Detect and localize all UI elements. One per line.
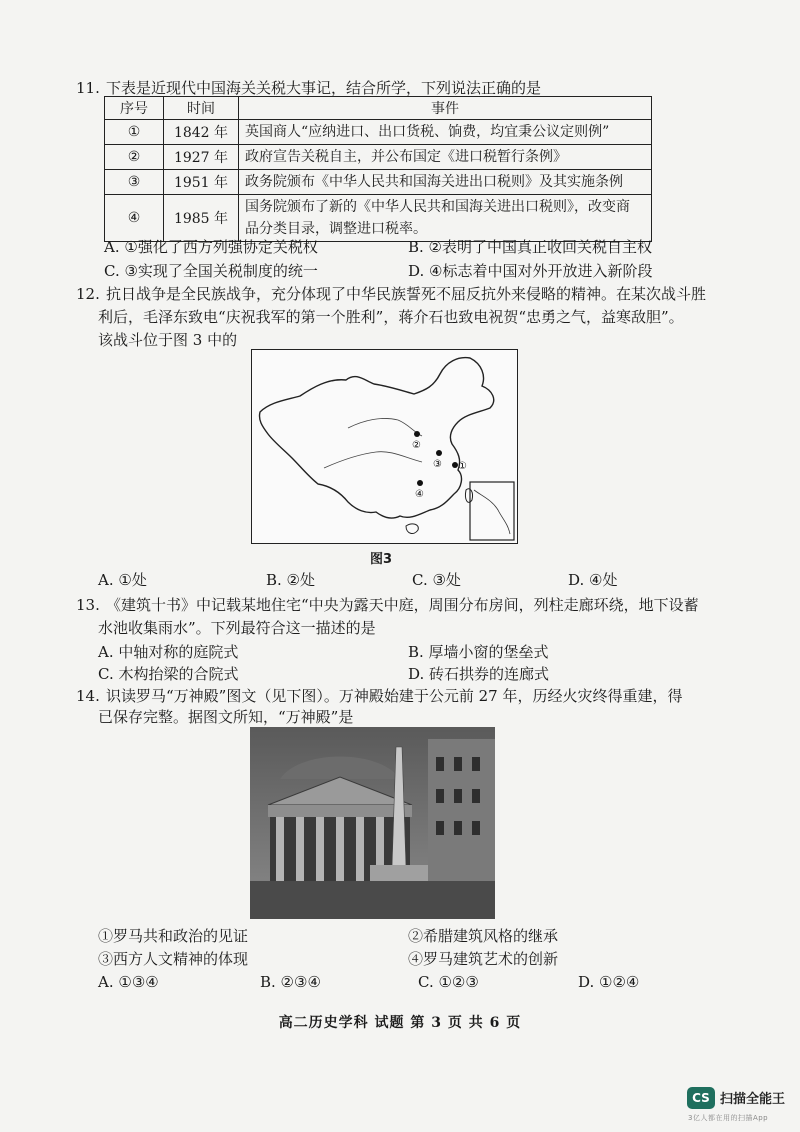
window bbox=[472, 789, 480, 803]
q11-option-a: A. ①强化了西方列强协定关税权 bbox=[104, 238, 318, 256]
q13-option-d: D. 砖石拱券的连廊式 bbox=[408, 665, 550, 683]
fountain-base bbox=[370, 865, 430, 881]
q13-stem-line: 水池收集雨水”。下列最符合这一描述的是 bbox=[98, 619, 376, 637]
column bbox=[316, 817, 324, 881]
table-cell-idx: ② bbox=[105, 145, 164, 170]
q14-stem-line: 14. 识读罗马“万神殿”图文（见下图）。万神殿始建于公元前 27 年，历经火灾终得重建，得 bbox=[76, 687, 683, 705]
table-cell-event: 政务院颁布《中华人民共和国海关进出口税则》及其实施条例 bbox=[239, 170, 652, 195]
table-header: 时间 bbox=[164, 97, 239, 120]
q11-option-b: B. ②表明了中国真正收回关税自主权 bbox=[408, 238, 653, 256]
q14-statement-3: ③西方人文精神的体现 bbox=[98, 950, 249, 968]
q11-number: 11. bbox=[76, 79, 100, 97]
map-label-1: ① bbox=[458, 461, 467, 472]
column bbox=[336, 817, 344, 881]
q12-stem-line: 该战斗位于图 3 中的 bbox=[98, 331, 238, 349]
south-sea-coast bbox=[474, 490, 510, 534]
pantheon-photo bbox=[250, 727, 495, 919]
q12-option-a: A. ①处 bbox=[98, 571, 147, 589]
q12-number: 12. bbox=[76, 285, 100, 303]
window bbox=[454, 757, 462, 771]
piazza-ground bbox=[250, 881, 495, 919]
window bbox=[472, 821, 480, 835]
q14-option-b: B. ②③④ bbox=[260, 973, 321, 991]
q14-statement-1: ①罗马共和政治的见证 bbox=[98, 927, 249, 945]
window bbox=[454, 789, 462, 803]
table-cell-year: 1951 年 bbox=[164, 170, 239, 195]
q14-stem-line: 已保存完整。据图文所知，“万神殿”是 bbox=[98, 708, 354, 726]
column bbox=[296, 817, 304, 881]
map-marker-3 bbox=[436, 450, 442, 456]
table-cell-idx: ① bbox=[105, 120, 164, 145]
event-line: 国务院颁布了新的《中华人民共和国海关进出口税则》，改变商 bbox=[245, 199, 630, 215]
hainan-island bbox=[406, 524, 418, 534]
q14-option-d: D. ①②④ bbox=[578, 973, 640, 991]
q14-option-c: C. ①②③ bbox=[418, 973, 479, 991]
camscanner-logo-icon: CS bbox=[687, 1087, 715, 1109]
q13-stem-line: 13. 《建筑十书》中记载某地住宅“中央为露天中庭，周围分布房间，列柱走廊环绕，地下设蓄 bbox=[76, 596, 699, 614]
event-line: 品分类目录，调整进口税率。 bbox=[245, 221, 427, 237]
table-header: 序号 bbox=[105, 97, 164, 120]
table-cell-event: 政府宣告关税自主，并公布国定《进口税暂行条例》 bbox=[239, 145, 652, 170]
q12-option-b: B. ②处 bbox=[266, 571, 316, 589]
table-cell-year: 1842 年 bbox=[164, 120, 239, 145]
china-map-figure bbox=[251, 349, 518, 544]
page-footer: 高二历史学科 试题 第 3 页 共 6 页 bbox=[278, 1015, 522, 1031]
table-row bbox=[105, 170, 652, 195]
table-row bbox=[105, 145, 652, 170]
q13-number: 13. bbox=[76, 596, 100, 614]
entablature bbox=[268, 805, 412, 817]
map-label-4: ④ bbox=[415, 489, 424, 500]
camscanner-tagline: 3亿人都在用的扫描App bbox=[688, 1114, 769, 1122]
table-cell-idx: ③ bbox=[105, 170, 164, 195]
window bbox=[436, 821, 444, 835]
map-label-3: ③ bbox=[433, 459, 442, 470]
q11-option-c: C. ③实现了全国关税制度的统一 bbox=[104, 262, 318, 280]
column bbox=[276, 817, 284, 881]
inner-river bbox=[324, 452, 422, 468]
china-map-svg bbox=[252, 350, 517, 543]
table-header: 事件 bbox=[239, 97, 652, 120]
q12-option-d: D. ④处 bbox=[568, 571, 618, 589]
column bbox=[356, 817, 364, 881]
camscanner-name: 扫描全能王 bbox=[720, 1092, 786, 1107]
window bbox=[436, 757, 444, 771]
map-marker-4 bbox=[417, 480, 423, 486]
q12-stem-line: 12. 抗日战争是全民族战争，充分体现了中华民族誓死不屈反抗外来侵略的精神。在某次战斗胜 bbox=[76, 285, 707, 303]
q14-statement-4: ④罗马建筑艺术的创新 bbox=[408, 950, 559, 968]
q11-table bbox=[104, 96, 652, 242]
q11-stem: 11. 下表是近现代中国海关关税大事记，结合所学，下列说法正确的是 bbox=[76, 79, 542, 97]
window bbox=[436, 789, 444, 803]
window bbox=[472, 757, 480, 771]
q14-option-a: A. ①③④ bbox=[98, 973, 159, 991]
table-row bbox=[105, 195, 652, 242]
q13-option-b: B. 厚墙小窗的堡垒式 bbox=[408, 643, 549, 661]
taiwan-island bbox=[465, 489, 472, 503]
table-cell-event: 英国商人“应纳进口、出口货税、饷费，均宜秉公议定则例” bbox=[239, 120, 652, 145]
q12-option-c: C. ③处 bbox=[412, 571, 461, 589]
map-marker-2 bbox=[414, 431, 420, 437]
q13-option-c: C. 木构抬梁的合院式 bbox=[98, 665, 239, 683]
q14-statement-2: ②希腊建筑风格的继承 bbox=[408, 927, 559, 945]
q11-option-d: D. ④标志着中国对外开放进入新阶段 bbox=[408, 262, 653, 280]
china-outline bbox=[259, 358, 493, 518]
figure-caption: 图3 bbox=[370, 552, 393, 567]
window bbox=[454, 821, 462, 835]
map-label-2: ② bbox=[412, 440, 421, 451]
table-cell-event bbox=[239, 195, 652, 242]
table-header-row bbox=[105, 97, 652, 120]
table-cell-year: 1985 年 bbox=[164, 195, 239, 242]
q13-option-a: A. 中轴对称的庭院式 bbox=[98, 643, 239, 661]
table-cell-idx: ④ bbox=[105, 195, 164, 242]
pantheon-illustration bbox=[250, 727, 495, 919]
table-cell-year: 1927 年 bbox=[164, 145, 239, 170]
south-sea-inset bbox=[470, 482, 514, 540]
table-row bbox=[105, 120, 652, 145]
q14-number: 14. bbox=[76, 687, 100, 705]
yellow-river bbox=[348, 418, 422, 436]
q12-stem-line: 利后，毛泽东致电“庆祝我军的第一个胜利”，蒋介石也致电祝贺“忠勇之气，益寒敌胆”。 bbox=[98, 308, 684, 326]
